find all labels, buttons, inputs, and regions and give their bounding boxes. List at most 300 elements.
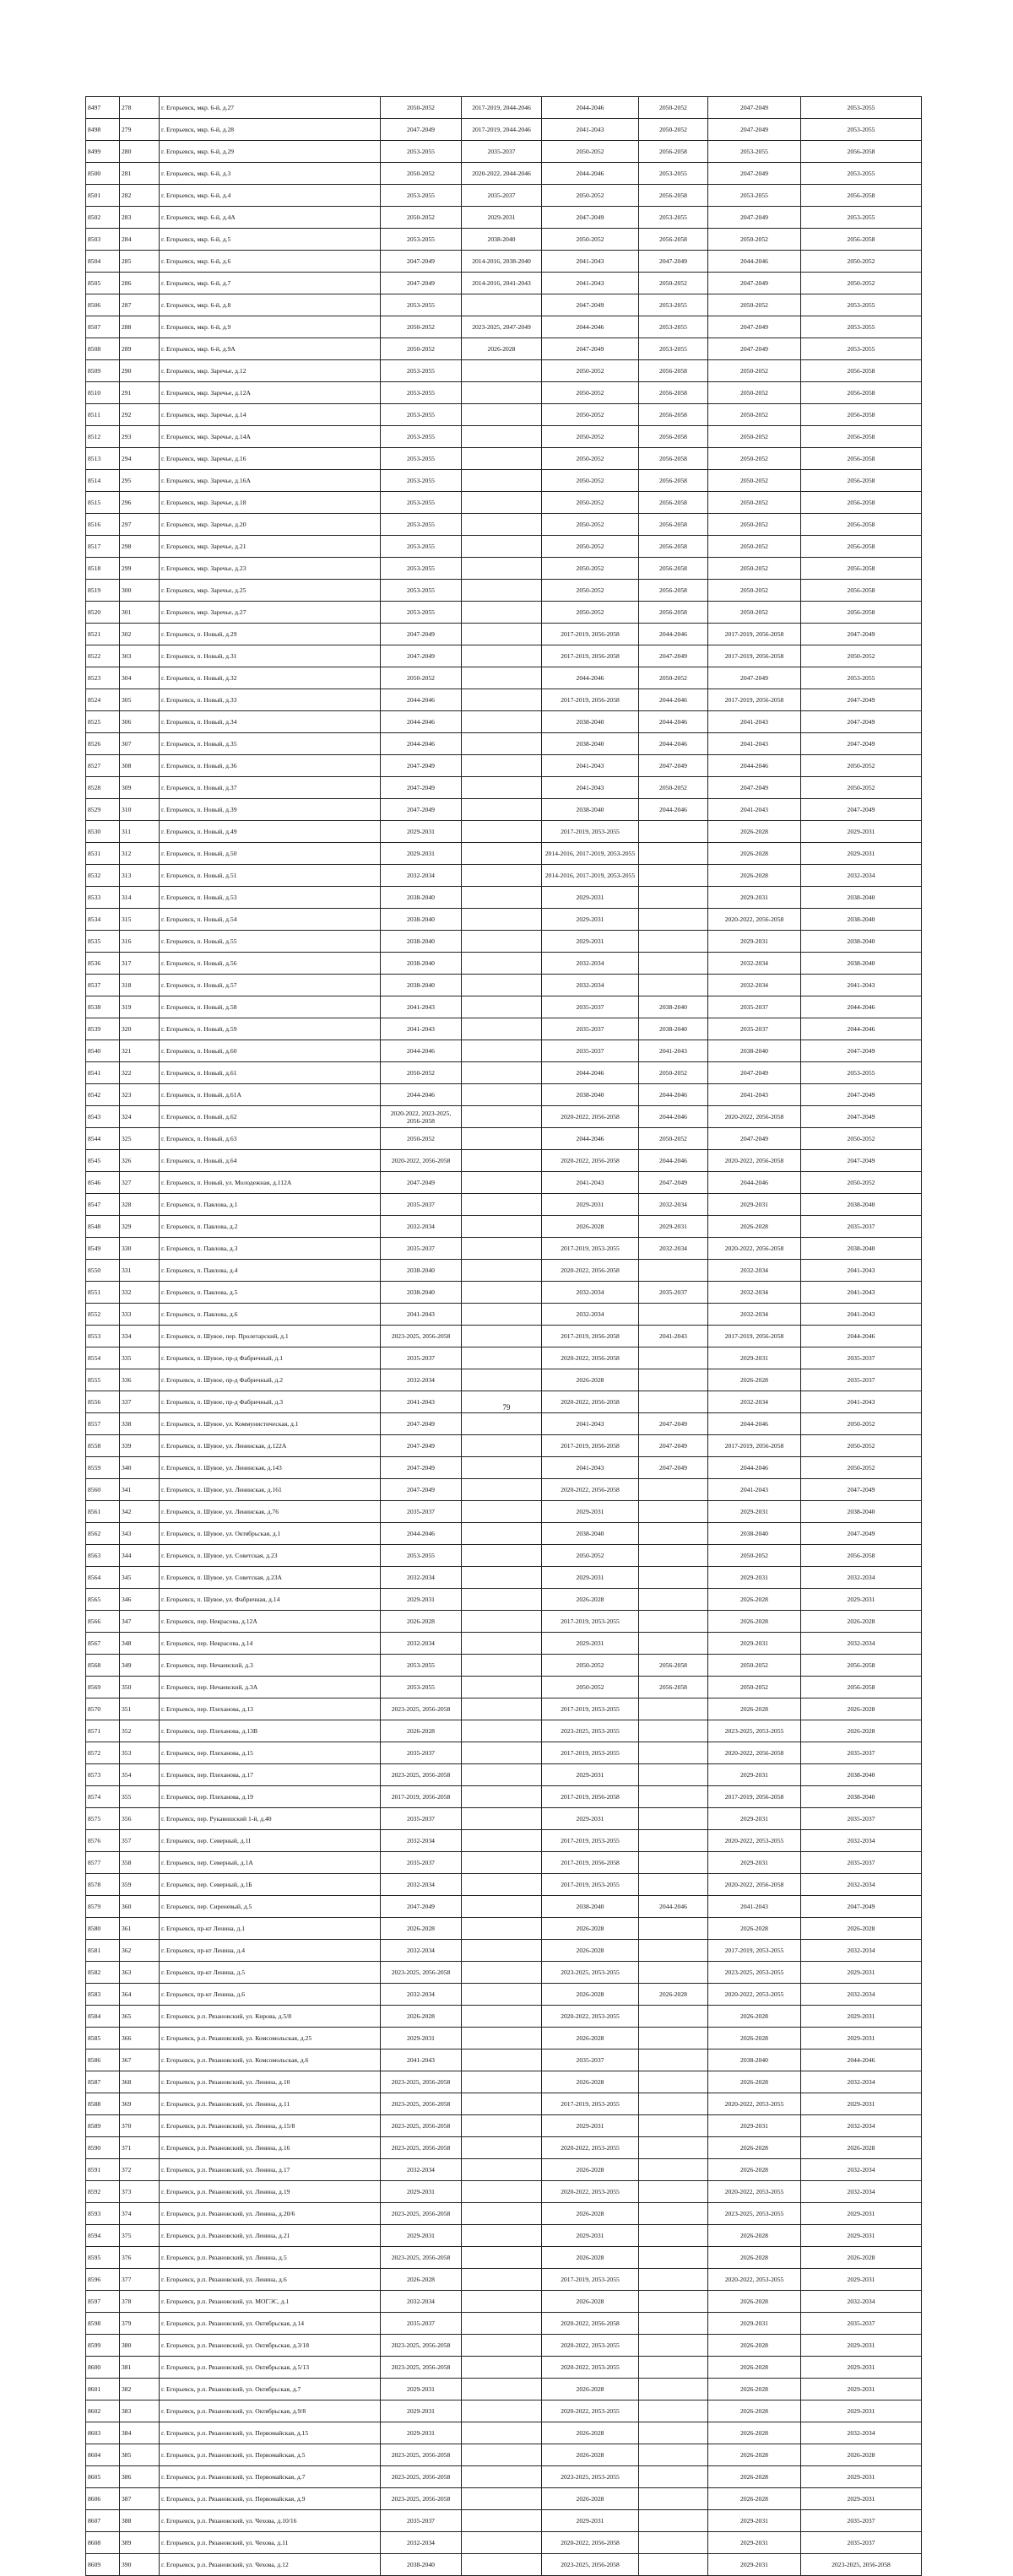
registry-number-cell: 8506 [86, 294, 120, 316]
period-5-cell: 2026-2028 [708, 2225, 801, 2247]
period-6-cell: 2029-2031 [801, 843, 922, 865]
period-6-cell: 2029-2031 [801, 2379, 922, 2400]
table-row [86, 2444, 922, 2466]
registry-number-cell: 8508 [86, 338, 120, 360]
period-2-cell: 2020-2022, 2044-2046 [462, 163, 542, 185]
period-5-cell: 2029-2031 [708, 887, 801, 909]
period-6-cell: 2053-2055 [801, 294, 922, 316]
period-1-cell: 2026-2028 [381, 2006, 462, 2028]
period-3-cell: 2017-2019, 2053-2055 [542, 1611, 639, 1633]
period-2-cell [462, 514, 542, 536]
address-cell: г. Егорьевск, пер. Рукавишский 1-й, д.40 [160, 1808, 381, 1830]
period-3-cell: 2032-2034 [542, 975, 639, 996]
address-cell: г. Егорьевск, р.п. Рязановский, ул. Первомайская, д.15 [160, 2422, 381, 2444]
table-row [86, 1479, 922, 1501]
period-2-cell [462, 382, 542, 404]
period-2-cell [462, 2137, 542, 2159]
period-4-cell [639, 2466, 708, 2488]
table-row [86, 1896, 922, 1918]
table-row [86, 1084, 922, 1106]
address-cell: г. Егорьевск, пер. Плеханова, д.17 [160, 1764, 381, 1786]
period-3-cell: 2050-2052 [542, 185, 639, 207]
period-5-cell: 2029-2031 [708, 1633, 801, 1655]
period-3-cell: 2038-2040 [542, 799, 639, 821]
period-4-cell [639, 2203, 708, 2225]
table-row [86, 1369, 922, 1391]
period-5-cell: 2038-2040 [708, 1523, 801, 1545]
period-5-cell: 2047-2049 [708, 207, 801, 229]
address-cell: г. Егорьевск, мкр. Заречье, д.12 [160, 360, 381, 382]
period-2-cell [462, 2159, 542, 2181]
item-number-cell: 346 [120, 1589, 160, 1611]
table-row [86, 426, 922, 448]
period-1-cell: 2035-2037 [381, 2313, 462, 2335]
period-5-cell: 2053-2055 [708, 141, 801, 163]
period-1-cell: 2029-2031 [381, 2422, 462, 2444]
registry-number-cell: 8505 [86, 273, 120, 294]
registry-number-cell: 8585 [86, 2028, 120, 2049]
period-3-cell: 2035-2037 [542, 996, 639, 1018]
table-row [86, 2159, 922, 2181]
period-4-cell: 2044-2046 [639, 733, 708, 755]
period-1-cell: 2053-2055 [381, 426, 462, 448]
period-6-cell: 2029-2031 [801, 1589, 922, 1611]
item-number-cell: 342 [120, 1501, 160, 1523]
period-1-cell: 2020-2022, 2056-2058 [381, 1150, 462, 1172]
period-1-cell: 2053-2055 [381, 448, 462, 470]
period-3-cell: 2041-2043 [542, 251, 639, 273]
period-2-cell [462, 1216, 542, 1238]
table-row [86, 1633, 922, 1655]
period-1-cell: 2035-2037 [381, 1238, 462, 1260]
registry-number-cell: 8598 [86, 2313, 120, 2335]
table-row [86, 2422, 922, 2444]
address-cell: г. Егорьевск, пр-кт Ленина, д.5 [160, 1962, 381, 1984]
period-3-cell: 2020-2022, 2056-2058 [542, 1391, 639, 1413]
period-2-cell: 2023-2025, 2047-2049 [462, 316, 542, 338]
period-1-cell: 2050-2052 [381, 338, 462, 360]
period-2-cell: 2038-2040 [462, 229, 542, 251]
period-3-cell: 2026-2028 [542, 2203, 639, 2225]
period-3-cell: 2020-2022, 2056-2058 [542, 2313, 639, 2335]
address-cell: г. Егорьевск, пер. Некрасова, д.14 [160, 1633, 381, 1655]
address-cell: г. Егорьевск, п. Новый, д.55 [160, 931, 381, 953]
period-1-cell: 2023-2025, 2056-2058 [381, 2137, 462, 2159]
period-2-cell [462, 909, 542, 931]
period-4-cell: 2050-2052 [639, 97, 708, 119]
item-number-cell: 353 [120, 1742, 160, 1764]
period-2-cell [462, 1501, 542, 1523]
registry-number-cell: 8526 [86, 733, 120, 755]
registry-number-cell: 8551 [86, 1282, 120, 1304]
item-number-cell: 299 [120, 558, 160, 580]
table-row [86, 1852, 922, 1874]
period-4-cell [639, 975, 708, 996]
registry-number-cell: 8535 [86, 931, 120, 953]
period-2-cell: 2035-2037 [462, 141, 542, 163]
period-6-cell: 2032-2034 [801, 2291, 922, 2313]
registry-number-cell: 8578 [86, 1874, 120, 1896]
period-4-cell: 2047-2049 [639, 1172, 708, 1194]
period-4-cell [639, 2488, 708, 2510]
period-4-cell [639, 2159, 708, 2181]
period-2-cell [462, 2006, 542, 2028]
period-1-cell: 2050-2052 [381, 316, 462, 338]
registry-number-cell: 8554 [86, 1347, 120, 1369]
period-4-cell [639, 2400, 708, 2422]
address-cell: г. Егорьевск, п. Павлова, д.6 [160, 1304, 381, 1326]
period-3-cell: 2044-2046 [542, 316, 639, 338]
period-6-cell: 2056-2058 [801, 360, 922, 382]
period-6-cell: 2056-2058 [801, 229, 922, 251]
period-2-cell [462, 865, 542, 887]
registry-number-cell: 8558 [86, 1435, 120, 1457]
period-1-cell: 2053-2055 [381, 1545, 462, 1567]
period-4-cell [639, 1742, 708, 1764]
period-1-cell: 2038-2040 [381, 1282, 462, 1304]
period-3-cell: 2026-2028 [542, 2488, 639, 2510]
period-3-cell: 2050-2052 [542, 580, 639, 602]
period-4-cell: 2047-2049 [639, 1413, 708, 1435]
period-5-cell: 2029-2031 [708, 1194, 801, 1216]
period-5-cell: 2029-2031 [708, 2510, 801, 2532]
table-row [86, 733, 922, 755]
period-3-cell: 2020-2022, 2056-2058 [542, 1260, 639, 1282]
table-row [86, 2488, 922, 2510]
address-cell: г. Егорьевск, п. Новый, д.54 [160, 909, 381, 931]
period-1-cell: 2017-2019, 2056-2058 [381, 1786, 462, 1808]
address-cell: г. Егорьевск, пер. Плеханова, д.13 [160, 1698, 381, 1720]
registry-number-cell: 8599 [86, 2335, 120, 2357]
table-row [86, 777, 922, 799]
period-4-cell [639, 2225, 708, 2247]
period-6-cell: 2032-2034 [801, 2422, 922, 2444]
address-cell: г. Егорьевск, р.п. Рязановский, ул. Октябрьская, д.5/13 [160, 2357, 381, 2379]
period-1-cell: 2023-2025, 2056-2058 [381, 2071, 462, 2093]
period-2-cell [462, 2181, 542, 2203]
period-5-cell: 2020-2022, 2056-2058 [708, 1106, 801, 1128]
registry-number-cell: 8503 [86, 229, 120, 251]
period-5-cell: 2029-2031 [708, 1852, 801, 1874]
period-4-cell [639, 1304, 708, 1326]
item-number-cell: 369 [120, 2093, 160, 2115]
period-4-cell [639, 2269, 708, 2291]
address-cell: г. Егорьевск, р.п. Рязановский, ул. Ленина, д.16 [160, 2137, 381, 2159]
period-5-cell: 2020-2022, 2053-2055 [708, 1830, 801, 1852]
registry-number-cell: 8509 [86, 360, 120, 382]
period-3-cell: 2047-2049 [542, 207, 639, 229]
table-row [86, 1040, 922, 1062]
period-1-cell: 2023-2025, 2056-2058 [381, 2444, 462, 2466]
address-cell: г. Егорьевск, р.п. Рязановский, ул. Ленина, д.21 [160, 2225, 381, 2247]
item-number-cell: 307 [120, 733, 160, 755]
item-number-cell: 288 [120, 316, 160, 338]
period-5-cell: 2035-2037 [708, 1018, 801, 1040]
period-3-cell: 2047-2049 [542, 294, 639, 316]
period-5-cell: 2053-2055 [708, 185, 801, 207]
period-5-cell: 2017-2019, 2056-2058 [708, 1326, 801, 1347]
period-2-cell [462, 1479, 542, 1501]
period-1-cell: 2047-2049 [381, 777, 462, 799]
period-2-cell [462, 1457, 542, 1479]
item-number-cell: 290 [120, 360, 160, 382]
table-row [86, 2466, 922, 2488]
period-2-cell [462, 426, 542, 448]
period-3-cell: 2029-2031 [542, 1764, 639, 1786]
period-1-cell: 2047-2049 [381, 119, 462, 141]
period-3-cell: 2041-2043 [542, 777, 639, 799]
period-2-cell [462, 1962, 542, 1984]
period-6-cell: 2056-2058 [801, 492, 922, 514]
period-2-cell [462, 799, 542, 821]
address-cell: г. Егорьевск, р.п. Рязановский, ул. Ленина, д.11 [160, 2093, 381, 2115]
period-6-cell: 2026-2028 [801, 2444, 922, 2466]
period-2-cell [462, 2444, 542, 2466]
registry-number-cell: 8523 [86, 667, 120, 689]
period-5-cell: 2032-2034 [708, 1282, 801, 1304]
period-1-cell: 2023-2025, 2056-2058 [381, 2093, 462, 2115]
registry-number-cell: 8584 [86, 2006, 120, 2028]
period-3-cell: 2017-2019, 2053-2055 [542, 1698, 639, 1720]
table-row [86, 97, 922, 119]
period-4-cell: 2056-2058 [639, 470, 708, 492]
period-1-cell: 2029-2031 [381, 843, 462, 865]
address-cell: г. Егорьевск, пер. Некрасова, д.12А [160, 1611, 381, 1633]
address-cell: г. Егорьевск, мкр. 6-й, д.5 [160, 229, 381, 251]
table-row [86, 1194, 922, 1216]
item-number-cell: 343 [120, 1523, 160, 1545]
period-3-cell: 2050-2052 [542, 536, 639, 558]
period-2-cell [462, 1918, 542, 1940]
period-5-cell: 2047-2049 [708, 777, 801, 799]
registry-number-cell: 8607 [86, 2510, 120, 2532]
period-1-cell: 2044-2046 [381, 1040, 462, 1062]
period-1-cell: 2047-2049 [381, 1896, 462, 1918]
period-4-cell [639, 2357, 708, 2379]
address-cell: г. Егорьевск, р.п. Рязановский, ул. Ленина, д.17 [160, 2159, 381, 2181]
period-5-cell: 2026-2028 [708, 2379, 801, 2400]
period-6-cell: 2053-2055 [801, 207, 922, 229]
period-2-cell [462, 1633, 542, 1655]
period-3-cell: 2029-2031 [542, 2115, 639, 2137]
period-4-cell [639, 1501, 708, 1523]
table-row [86, 1918, 922, 1940]
table-row [86, 2269, 922, 2291]
period-6-cell: 2029-2031 [801, 2466, 922, 2488]
period-5-cell: 2050-2052 [708, 382, 801, 404]
registry-number-cell: 8502 [86, 207, 120, 229]
address-cell: г. Егорьевск, р.п. Рязановский, ул. Октябрьская, д.9/8 [160, 2400, 381, 2422]
table-row [86, 645, 922, 667]
period-4-cell: 2053-2055 [639, 294, 708, 316]
period-1-cell: 2050-2052 [381, 163, 462, 185]
period-2-cell [462, 931, 542, 953]
period-3-cell: 2029-2031 [542, 1633, 639, 1655]
period-4-cell: 2056-2058 [639, 141, 708, 163]
period-3-cell: 2014-2016, 2017-2019, 2053-2055 [542, 843, 639, 865]
registry-number-cell: 8557 [86, 1413, 120, 1435]
period-3-cell: 2032-2034 [542, 953, 639, 975]
period-4-cell [639, 1874, 708, 1896]
period-3-cell: 2020-2022, 2056-2058 [542, 1150, 639, 1172]
registry-number-cell: 8511 [86, 404, 120, 426]
table-row [86, 1457, 922, 1479]
item-number-cell: 327 [120, 1172, 160, 1194]
period-4-cell: 2056-2058 [639, 229, 708, 251]
item-number-cell: 351 [120, 1698, 160, 1720]
registry-number-cell: 8559 [86, 1457, 120, 1479]
item-number-cell: 378 [120, 2291, 160, 2313]
period-6-cell: 2038-2040 [801, 1786, 922, 1808]
address-cell: г. Егорьевск, п. Новый, д.39 [160, 799, 381, 821]
table-row [86, 514, 922, 536]
address-cell: г. Егорьевск, п. Шувое, пр-д Фабричный, д.1 [160, 1347, 381, 1369]
period-3-cell: 2029-2031 [542, 909, 639, 931]
table-row [86, 1940, 922, 1962]
address-cell: г. Егорьевск, мкр. Заречье, д.14А [160, 426, 381, 448]
registry-number-cell: 8604 [86, 2444, 120, 2466]
period-4-cell: 2056-2058 [639, 558, 708, 580]
period-1-cell: 2035-2037 [381, 1742, 462, 1764]
period-6-cell: 2035-2037 [801, 2510, 922, 2532]
period-4-cell: 2044-2046 [639, 1106, 708, 1128]
period-3-cell: 2026-2028 [542, 1589, 639, 1611]
item-number-cell: 390 [120, 2554, 160, 2576]
period-3-cell: 2050-2052 [542, 382, 639, 404]
period-3-cell: 2041-2043 [542, 1457, 639, 1479]
period-5-cell: 2032-2034 [708, 1304, 801, 1326]
period-1-cell: 2044-2046 [381, 711, 462, 733]
table-row [86, 2379, 922, 2400]
item-number-cell: 323 [120, 1084, 160, 1106]
period-6-cell: 2053-2055 [801, 97, 922, 119]
address-cell: г. Егорьевск, р.п. Рязановский, ул. Первомайская, д.5 [160, 2444, 381, 2466]
period-3-cell: 2029-2031 [542, 931, 639, 953]
period-3-cell: 2050-2052 [542, 558, 639, 580]
address-cell: г. Егорьевск, р.п. Рязановский, ул. Чехова, д.11 [160, 2532, 381, 2554]
item-number-cell: 301 [120, 602, 160, 624]
address-cell: г. Егорьевск, р.п. Рязановский, ул. МОГЭС, д.1 [160, 2291, 381, 2313]
registry-number-cell: 8501 [86, 185, 120, 207]
address-cell: г. Егорьевск, р.п. Рязановский, ул. Ленина, д.20/6 [160, 2203, 381, 2225]
period-1-cell: 2023-2025, 2056-2058 [381, 2466, 462, 2488]
period-4-cell: 2056-2058 [639, 580, 708, 602]
period-2-cell: 2014-2016, 2041-2043 [462, 273, 542, 294]
address-cell: г. Егорьевск, пер. Плеханова, д.15 [160, 1742, 381, 1764]
address-cell: г. Егорьевск, пер. Северный, д.1А [160, 1852, 381, 1874]
period-2-cell [462, 1984, 542, 2006]
period-4-cell: 2026-2028 [639, 1984, 708, 2006]
item-number-cell: 365 [120, 2006, 160, 2028]
registry-number-cell: 8561 [86, 1501, 120, 1523]
period-2-cell [462, 1172, 542, 1194]
registry-number-cell: 8515 [86, 492, 120, 514]
address-cell: г. Егорьевск, п. Павлова, д.1 [160, 1194, 381, 1216]
table-row [86, 338, 922, 360]
registry-number-cell: 8528 [86, 777, 120, 799]
registry-number-cell: 8514 [86, 470, 120, 492]
item-number-cell: 361 [120, 1918, 160, 1940]
period-5-cell: 2026-2028 [708, 1918, 801, 1940]
registry-number-cell: 8521 [86, 624, 120, 645]
period-5-cell: 2026-2028 [708, 2159, 801, 2181]
period-3-cell: 2023-2025, 2053-2055 [542, 1720, 639, 1742]
period-2-cell [462, 2093, 542, 2115]
period-6-cell: 2050-2052 [801, 1128, 922, 1150]
item-number-cell: 345 [120, 1567, 160, 1589]
item-number-cell: 386 [120, 2466, 160, 2488]
period-4-cell [639, 1369, 708, 1391]
address-cell: г. Егорьевск, п. Новый, д.36 [160, 755, 381, 777]
registry-number-cell: 8507 [86, 316, 120, 338]
period-2-cell [462, 1304, 542, 1326]
period-3-cell: 2026-2028 [542, 2379, 639, 2400]
registry-number-cell: 8579 [86, 1896, 120, 1918]
address-cell: г. Егорьевск, п. Новый, д.62 [160, 1106, 381, 1128]
period-3-cell: 2050-2052 [542, 470, 639, 492]
period-4-cell: 2038-2040 [639, 1018, 708, 1040]
period-4-cell [639, 931, 708, 953]
period-5-cell: 2029-2031 [708, 1764, 801, 1786]
table-row [86, 909, 922, 931]
table-row [86, 1304, 922, 1326]
period-5-cell: 2026-2028 [708, 1698, 801, 1720]
registry-number-cell: 8583 [86, 1984, 120, 2006]
registry-number-cell: 8527 [86, 755, 120, 777]
period-5-cell: 2023-2025, 2053-2055 [708, 1962, 801, 1984]
address-cell: г. Егорьевск, п. Шувое, пр-д Фабричный, д.3 [160, 1391, 381, 1413]
table-row [86, 975, 922, 996]
period-4-cell [639, 2335, 708, 2357]
period-6-cell: 2056-2058 [801, 580, 922, 602]
table-row [86, 360, 922, 382]
address-cell: г. Егорьевск, пр-кт Ленина, д.4 [160, 1940, 381, 1962]
period-5-cell: 2044-2046 [708, 1457, 801, 1479]
period-5-cell: 2032-2034 [708, 1260, 801, 1282]
period-6-cell: 2056-2058 [801, 1677, 922, 1698]
period-6-cell: 2032-2034 [801, 2071, 922, 2093]
period-2-cell [462, 777, 542, 799]
period-6-cell: 2047-2049 [801, 799, 922, 821]
period-4-cell: 2047-2049 [639, 1457, 708, 1479]
address-cell: г. Егорьевск, р.п. Рязановский, ул. Чехова, д.10/16 [160, 2510, 381, 2532]
period-4-cell [639, 2422, 708, 2444]
table-row [86, 404, 922, 426]
period-6-cell: 2038-2040 [801, 1238, 922, 1260]
period-1-cell: 2053-2055 [381, 1677, 462, 1698]
period-5-cell: 2047-2049 [708, 316, 801, 338]
period-4-cell: 2050-2052 [639, 1062, 708, 1084]
period-2-cell [462, 1106, 542, 1128]
period-3-cell: 2041-2043 [542, 119, 639, 141]
period-5-cell: 2038-2040 [708, 2049, 801, 2071]
period-1-cell: 2020-2022, 2023-2025, 2056-2058 [381, 1106, 462, 1128]
period-6-cell: 2053-2055 [801, 163, 922, 185]
period-5-cell: 2047-2049 [708, 163, 801, 185]
item-number-cell: 306 [120, 711, 160, 733]
period-3-cell: 2026-2028 [542, 1216, 639, 1238]
item-number-cell: 375 [120, 2225, 160, 2247]
period-4-cell: 2050-2052 [639, 119, 708, 141]
item-number-cell: 363 [120, 1962, 160, 1984]
period-2-cell [462, 2422, 542, 2444]
period-3-cell: 2044-2046 [542, 667, 639, 689]
address-cell: г. Егорьевск, п. Шувое, ул. Октябрьская, д.1 [160, 1523, 381, 1545]
period-2-cell [462, 1655, 542, 1677]
table-row [86, 207, 922, 229]
period-4-cell [639, 1962, 708, 1984]
period-1-cell: 2032-2034 [381, 1216, 462, 1238]
